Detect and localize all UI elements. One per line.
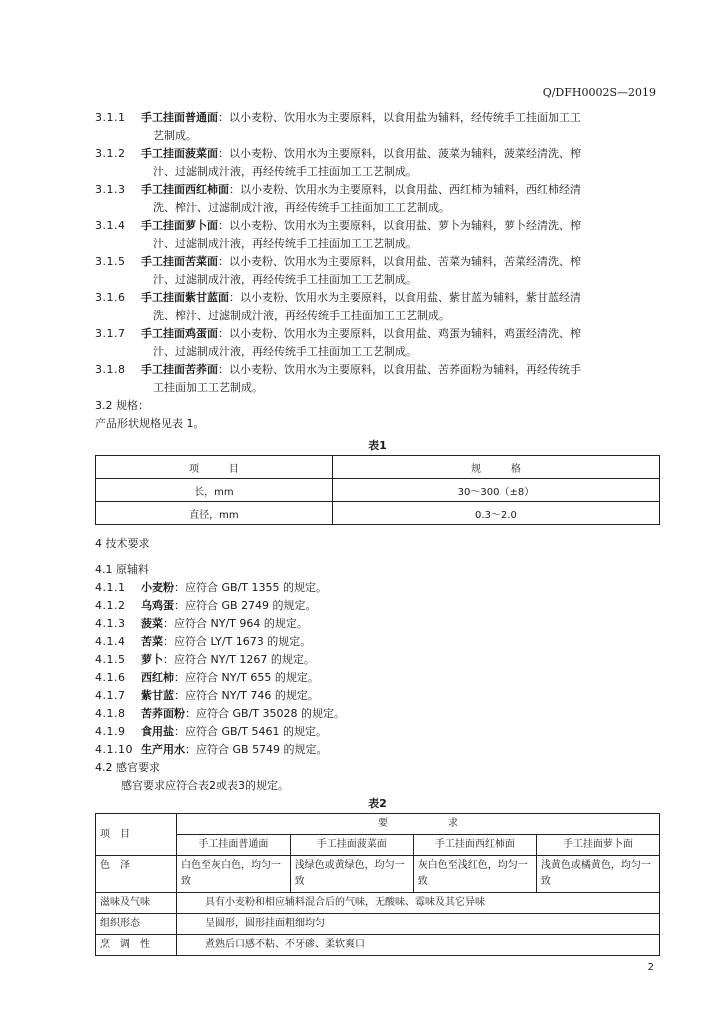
table1 bbox=[95, 455, 660, 525]
list-item bbox=[95, 145, 660, 181]
clause-number: 3.1.4 bbox=[95, 219, 126, 232]
product-name: 手工挂面西红柿面 bbox=[141, 183, 229, 196]
clause-body bbox=[141, 741, 660, 759]
clause-continuation: 汁、过滤制成汁液，再经传统手工挂面加工工艺制成。 bbox=[153, 165, 417, 178]
clause-body bbox=[141, 109, 660, 145]
clause-text: ：应符合 GB 2749 的规定。 bbox=[174, 599, 317, 612]
clause-text: ：应符合 GB 5749 的规定。 bbox=[185, 743, 328, 756]
clause-text: ：应符合 GB/T 1355 的规定。 bbox=[174, 581, 327, 594]
page-number: 2 bbox=[647, 962, 654, 973]
table-row bbox=[96, 479, 660, 502]
clause-body bbox=[141, 253, 660, 289]
clause-number: 3.1.5 bbox=[95, 255, 126, 268]
product-name: 手工挂面菠菜面 bbox=[141, 147, 218, 160]
clause-body bbox=[141, 361, 660, 397]
list-item bbox=[95, 217, 660, 253]
clause-text: ：应符合 LY/T 1673 的规定。 bbox=[163, 635, 312, 648]
list-item bbox=[95, 723, 660, 741]
clause-continuation: 艺制成。 bbox=[153, 129, 197, 142]
clause-text: ：以小麦粉、饮用水为主要原料，以食用盐、西红柿为辅料，西红柿经清 bbox=[229, 183, 581, 196]
list-item bbox=[95, 705, 660, 723]
clause-text: ：以小麦粉、饮用水为主要原料，以食用盐、紫甘蓝为辅料，紫甘蓝经清 bbox=[229, 291, 581, 304]
clause-body bbox=[141, 579, 660, 597]
product-name: 手工挂面普通面 bbox=[141, 111, 218, 124]
product-definitions bbox=[95, 109, 660, 397]
list-item bbox=[95, 325, 660, 361]
clause-text: ：以小麦粉、饮用水为主要原料，以食用盐为辅料，经传统手工挂面加工工 bbox=[218, 111, 581, 124]
table2-header-row bbox=[96, 814, 660, 835]
table-row bbox=[96, 502, 660, 525]
clause-text: ：应符合 NY/T 746 的规定。 bbox=[174, 689, 319, 702]
material-list bbox=[95, 579, 660, 759]
clause-number: 4.1.9 bbox=[95, 725, 126, 738]
clause-body bbox=[141, 705, 660, 723]
clause-body bbox=[141, 723, 660, 741]
list-item bbox=[95, 253, 660, 289]
list-item bbox=[95, 579, 660, 597]
standard-code: Q/DFH0002S—2019 bbox=[542, 86, 656, 99]
table2-cell: 浅绿色或黄绿色，均匀一致 bbox=[290, 856, 413, 893]
clause-number: 4.1.8 bbox=[95, 707, 126, 720]
table2-col-header: 手工挂面萝卜面 bbox=[536, 835, 659, 856]
clause-number: 4.1.3 bbox=[95, 617, 126, 630]
clause-text: ：以小麦粉、饮用水为主要原料，以食用盐、苦荞面粉为辅料，再经传统手 bbox=[218, 363, 581, 376]
material-name: 萝卜 bbox=[141, 653, 163, 666]
clause-number: 4.1.4 bbox=[95, 635, 126, 648]
table2-cell: 呈圆形，圆形挂面粗细均匀 bbox=[177, 914, 660, 935]
table2-cell: 浅黄色或橘黄色，均匀一致 bbox=[536, 856, 659, 893]
product-name: 手工挂面萝卜面 bbox=[141, 219, 218, 232]
product-name: 手工挂面苦菜面 bbox=[141, 255, 218, 268]
material-name: 西红柿 bbox=[141, 671, 174, 684]
table1-cell: 长，mm bbox=[96, 479, 333, 502]
section41-heading: 4.1 原辅料 bbox=[95, 563, 149, 576]
product-name: 手工挂面紫甘蓝面 bbox=[141, 291, 229, 304]
clause-number: 4.1.7 bbox=[95, 689, 126, 702]
clause-body bbox=[141, 651, 660, 669]
clause-body bbox=[141, 633, 660, 651]
material-name: 小麦粉 bbox=[141, 581, 174, 594]
list-item bbox=[95, 361, 660, 397]
clause-number: 4.1.1 bbox=[95, 581, 126, 594]
clause-continuation: 汁、过滤制成汁液，再经传统手工挂面加工工艺制成。 bbox=[153, 273, 417, 286]
table2-caption: 表2 bbox=[368, 797, 387, 810]
clause-number: 3.1.1 bbox=[95, 111, 126, 124]
product-name: 手工挂面苦荞面 bbox=[141, 363, 218, 376]
list-item bbox=[95, 741, 660, 759]
clause-text: ：以小麦粉、饮用水为主要原料，以食用盐、萝卜为辅料，萝卜经清洗、榨 bbox=[218, 219, 581, 232]
clause-text: ：应符合 NY/T 655 的规定。 bbox=[174, 671, 319, 684]
section4-heading: 4 技术要求 bbox=[95, 537, 150, 550]
table2-cell: 煮熟后口感不粘、不牙碜、柔软爽口 bbox=[177, 935, 660, 956]
spec-heading: 3.2 规格： bbox=[95, 399, 149, 412]
table2-item-header: 项 目 bbox=[96, 814, 177, 856]
clause-continuation: 洗、榨汁、过滤制成汁液，再经传统手工挂面加工工艺制成。 bbox=[153, 309, 450, 322]
clause-number: 3.1.7 bbox=[95, 327, 126, 340]
document-body bbox=[95, 109, 660, 956]
clause-body bbox=[141, 289, 660, 325]
clause-body bbox=[141, 669, 660, 687]
table1-cell: 30～300（±8） bbox=[332, 479, 659, 502]
section42-heading: 4.2 感官要求 bbox=[95, 761, 160, 774]
table2-col-header: 手工挂面普通面 bbox=[177, 835, 291, 856]
material-name: 苦荞面粉 bbox=[141, 707, 185, 720]
table2-row-label: 滋味及气味 bbox=[96, 893, 177, 914]
material-name: 食用盐 bbox=[141, 725, 174, 738]
list-item bbox=[95, 633, 660, 651]
table2-col-header: 手工挂面西红柿面 bbox=[413, 835, 536, 856]
table2-row-label: 色 泽 bbox=[96, 856, 177, 893]
clause-number: 4.1.5 bbox=[95, 653, 126, 666]
clause-number: 3.1.2 bbox=[95, 147, 126, 160]
table1-cell: 直径，mm bbox=[96, 502, 333, 525]
table2 bbox=[95, 813, 660, 956]
clause-body bbox=[141, 597, 660, 615]
material-name: 苦菜 bbox=[141, 635, 163, 648]
clause-body bbox=[141, 325, 660, 361]
clause-number: 3.1.8 bbox=[95, 363, 126, 376]
material-name: 生产用水 bbox=[141, 743, 185, 756]
clause-text: ：以小麦粉、饮用水为主要原料，以食用盐、鸡蛋为辅料，鸡蛋经清洗、榨 bbox=[218, 327, 581, 340]
list-item bbox=[95, 669, 660, 687]
clause-body bbox=[141, 145, 660, 181]
clause-continuation: 汁、过滤制成汁液，再经传统手工挂面加工工艺制成。 bbox=[153, 345, 417, 358]
list-item bbox=[95, 289, 660, 325]
clause-text: ：应符合 NY/T 1267 的规定。 bbox=[163, 653, 315, 666]
material-name: 乌鸡蛋 bbox=[141, 599, 174, 612]
clause-number: 4.1.10 bbox=[95, 743, 133, 756]
material-name: 菠菜 bbox=[141, 617, 163, 630]
table-row bbox=[96, 914, 660, 935]
clause-continuation: 洗、榨汁、过滤制成汁液，再经传统手工挂面加工工艺制成。 bbox=[153, 201, 450, 214]
list-item bbox=[95, 181, 660, 217]
table-row bbox=[96, 856, 660, 893]
list-item bbox=[95, 109, 660, 145]
clause-body bbox=[141, 687, 660, 705]
clause-number: 3.1.3 bbox=[95, 183, 126, 196]
list-item bbox=[95, 615, 660, 633]
table1-caption: 表1 bbox=[368, 439, 387, 452]
list-item bbox=[95, 651, 660, 669]
spec-intro: 产品形状规格见表 1。 bbox=[95, 417, 205, 430]
table2-cell: 白色至灰白色，均匀一致 bbox=[177, 856, 291, 893]
clause-body bbox=[141, 615, 660, 633]
table2-cell: 具有小麦粉和相应辅料混合后的气味，无酸味、霉味及其它异味 bbox=[177, 893, 660, 914]
table2-subheader-row bbox=[96, 835, 660, 856]
table2-row-label: 组织形态 bbox=[96, 914, 177, 935]
clause-body bbox=[141, 217, 660, 253]
clause-continuation: 工挂面加工工艺制成。 bbox=[153, 381, 263, 394]
sensory-intro: 感官要求应符合表2或表3的规定。 bbox=[121, 779, 289, 792]
clause-text: ：应符合 NY/T 964 的规定。 bbox=[163, 617, 308, 630]
table2-cell: 灰白色至浅红色，均匀一致 bbox=[413, 856, 536, 893]
clause-number: 3.1.6 bbox=[95, 291, 126, 304]
clause-body bbox=[141, 181, 660, 217]
table-row bbox=[96, 893, 660, 914]
table1-header-row bbox=[96, 456, 660, 479]
clause-text: ：应符合 GB/T 5461 的规定。 bbox=[174, 725, 327, 738]
clause-number: 4.1.2 bbox=[95, 599, 126, 612]
list-item bbox=[95, 597, 660, 615]
table2-req-header: 要 求 bbox=[177, 814, 660, 835]
table2-col-header: 手工挂面菠菜面 bbox=[290, 835, 413, 856]
table-row bbox=[96, 935, 660, 956]
clause-text: ：以小麦粉、饮用水为主要原料，以食用盐、苦菜为辅料，苦菜经清洗、榨 bbox=[218, 255, 581, 268]
clause-continuation: 汁、过滤制成汁液，再经传统手工挂面加工工艺制成。 bbox=[153, 237, 417, 250]
clause-number: 4.1.6 bbox=[95, 671, 126, 684]
clause-text: ：应符合 GB/T 35028 的规定。 bbox=[185, 707, 345, 720]
table1-cell: 0.3～2.0 bbox=[332, 502, 659, 525]
list-item bbox=[95, 687, 660, 705]
table2-row-label: 烹 调 性 bbox=[96, 935, 177, 956]
clause-text: ：以小麦粉、饮用水为主要原料，以食用盐、菠菜为辅料，菠菜经清洗、榨 bbox=[218, 147, 581, 160]
table1-header-item: 项 目 bbox=[96, 456, 333, 479]
product-name: 手工挂面鸡蛋面 bbox=[141, 327, 218, 340]
table1-header-spec: 规 格 bbox=[332, 456, 659, 479]
material-name: 紫甘蓝 bbox=[141, 689, 174, 702]
